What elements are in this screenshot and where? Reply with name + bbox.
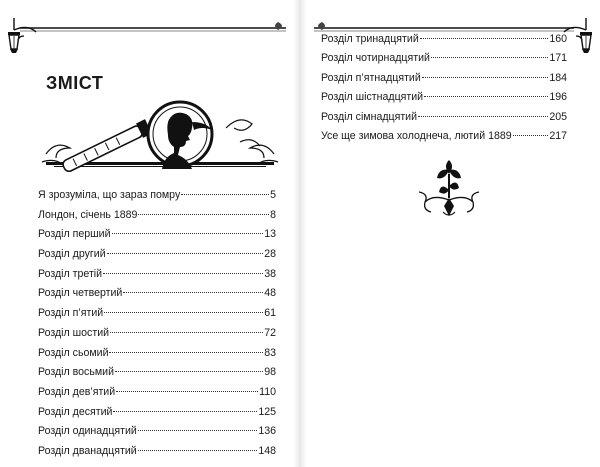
page-title: ЗМІСТ: [46, 73, 104, 93]
toc-entry-title: Розділ чотирнадцятий: [321, 52, 430, 65]
iris-flourish-ornament: [413, 156, 485, 220]
toc-leader: [418, 116, 548, 117]
toc-entry-page: 8: [270, 208, 276, 221]
toc-entry[interactable]: [321, 108, 567, 127]
toc-leader: [113, 411, 257, 412]
toc-entry-page: 98: [264, 366, 276, 379]
toc-entry[interactable]: [321, 30, 567, 49]
toc-entry-page: 171: [549, 52, 567, 65]
toc-entry[interactable]: [38, 383, 276, 403]
toc-entry-title: Розділ п’ятий: [38, 307, 104, 320]
toc-leader: [109, 352, 263, 353]
contents-list-right: [321, 30, 567, 146]
toc-entry[interactable]: [321, 69, 567, 88]
toc-entry[interactable]: [38, 304, 276, 324]
toc-entry-page: 110: [259, 385, 276, 398]
toc-leader: [110, 332, 263, 333]
toc-leader: [513, 135, 549, 136]
toc-leader: [420, 38, 549, 39]
toc-entry-title: Розділ шістнадцятий: [321, 91, 424, 104]
toc-entry-page: 205: [549, 110, 567, 123]
toc-entry-title: Лондон, січень 1889: [38, 208, 138, 221]
toc-entry-title: Розділ четвертий: [38, 287, 123, 300]
toc-entry[interactable]: [38, 284, 276, 304]
toc-entry-page: 28: [264, 248, 276, 261]
toc-leader: [138, 430, 257, 431]
toc-entry-page: 83: [264, 346, 276, 359]
toc-entry[interactable]: [38, 245, 276, 265]
toc-entry[interactable]: [38, 344, 276, 364]
toc-leader: [424, 96, 548, 97]
toc-entry[interactable]: [38, 206, 276, 226]
toc-entry-page: 5: [270, 189, 276, 201]
toc-entry-page: 48: [264, 287, 276, 300]
toc-entry[interactable]: [38, 363, 276, 383]
toc-entry-title: Розділ сьомий: [38, 346, 109, 359]
toc-leader: [422, 77, 549, 78]
toc-entry-page: 136: [258, 425, 276, 438]
toc-entry[interactable]: [38, 265, 276, 285]
toc-entry-title: Розділ п’ятнадцятий: [321, 71, 421, 84]
toc-entry-page: 13: [264, 228, 276, 241]
toc-entry[interactable]: [38, 225, 276, 245]
toc-entry-page: 160: [549, 33, 567, 45]
toc-entry-title: Розділ сімнадцятий: [321, 110, 418, 123]
toc-entry[interactable]: [38, 422, 276, 442]
toc-entry[interactable]: [38, 403, 276, 423]
toc-leader: [103, 273, 263, 274]
toc-entry-page: 196: [549, 91, 567, 104]
lamp-icon: [8, 18, 36, 53]
iris-icon: [437, 160, 461, 198]
toc-entry-title: Розділ дев’ятий: [38, 385, 116, 398]
toc-entry-title: Я зрозуміла, що зараз помру: [38, 189, 181, 201]
toc-leader: [107, 253, 264, 254]
toc-entry[interactable]: [321, 127, 567, 146]
toc-entry[interactable]: [321, 88, 567, 107]
toc-entry-page: 148: [258, 444, 276, 457]
toc-entry-page: 38: [264, 267, 276, 280]
toc-entry-page: 72: [264, 326, 276, 339]
toc-entry-page: 61: [264, 307, 276, 320]
header-lamp-ornament: [0, 0, 296, 60]
toc-entry-title: Розділ одинадцятий: [38, 425, 137, 438]
toc-entry-title: Розділ другий: [38, 248, 106, 261]
toc-entry[interactable]: [38, 324, 276, 344]
toc-entry-title: Розділ дванадцятий: [38, 444, 137, 457]
toc-entry[interactable]: [38, 442, 276, 462]
toc-leader: [116, 391, 258, 392]
toc-leader: [104, 312, 263, 313]
lamp-icon: [564, 18, 592, 53]
toc-entry-title: Розділ шостий: [38, 326, 110, 339]
left-page: [0, 0, 296, 467]
toc-entry-title: Усе ще зимова холоднеча, лютий 1889: [321, 129, 512, 142]
toc-entry-title: Розділ восьмий: [38, 366, 114, 379]
contents-list-left: [38, 186, 276, 462]
toc-entry[interactable]: [38, 186, 276, 206]
toc-entry[interactable]: [321, 49, 567, 68]
toc-leader: [431, 57, 548, 58]
toc-entry-page: 217: [549, 129, 567, 142]
toc-entry-title: Розділ третій: [38, 267, 103, 280]
toc-leader: [138, 450, 258, 451]
toc-leader: [115, 371, 263, 372]
toc-entry-title: Розділ перший: [38, 228, 111, 241]
magnifier-emblem-ornament: [40, 98, 280, 176]
toc-entry-title: Розділ десятий: [38, 405, 113, 418]
toc-leader: [181, 194, 269, 195]
toc-leader: [112, 233, 264, 234]
toc-entry-page: 184: [549, 71, 567, 84]
toc-leader: [123, 292, 263, 293]
right-page: [304, 0, 600, 467]
toc-leader: [138, 214, 269, 215]
toc-entry-title: Розділ тринадцятий: [321, 33, 419, 45]
toc-entry-page: 125: [258, 405, 276, 418]
